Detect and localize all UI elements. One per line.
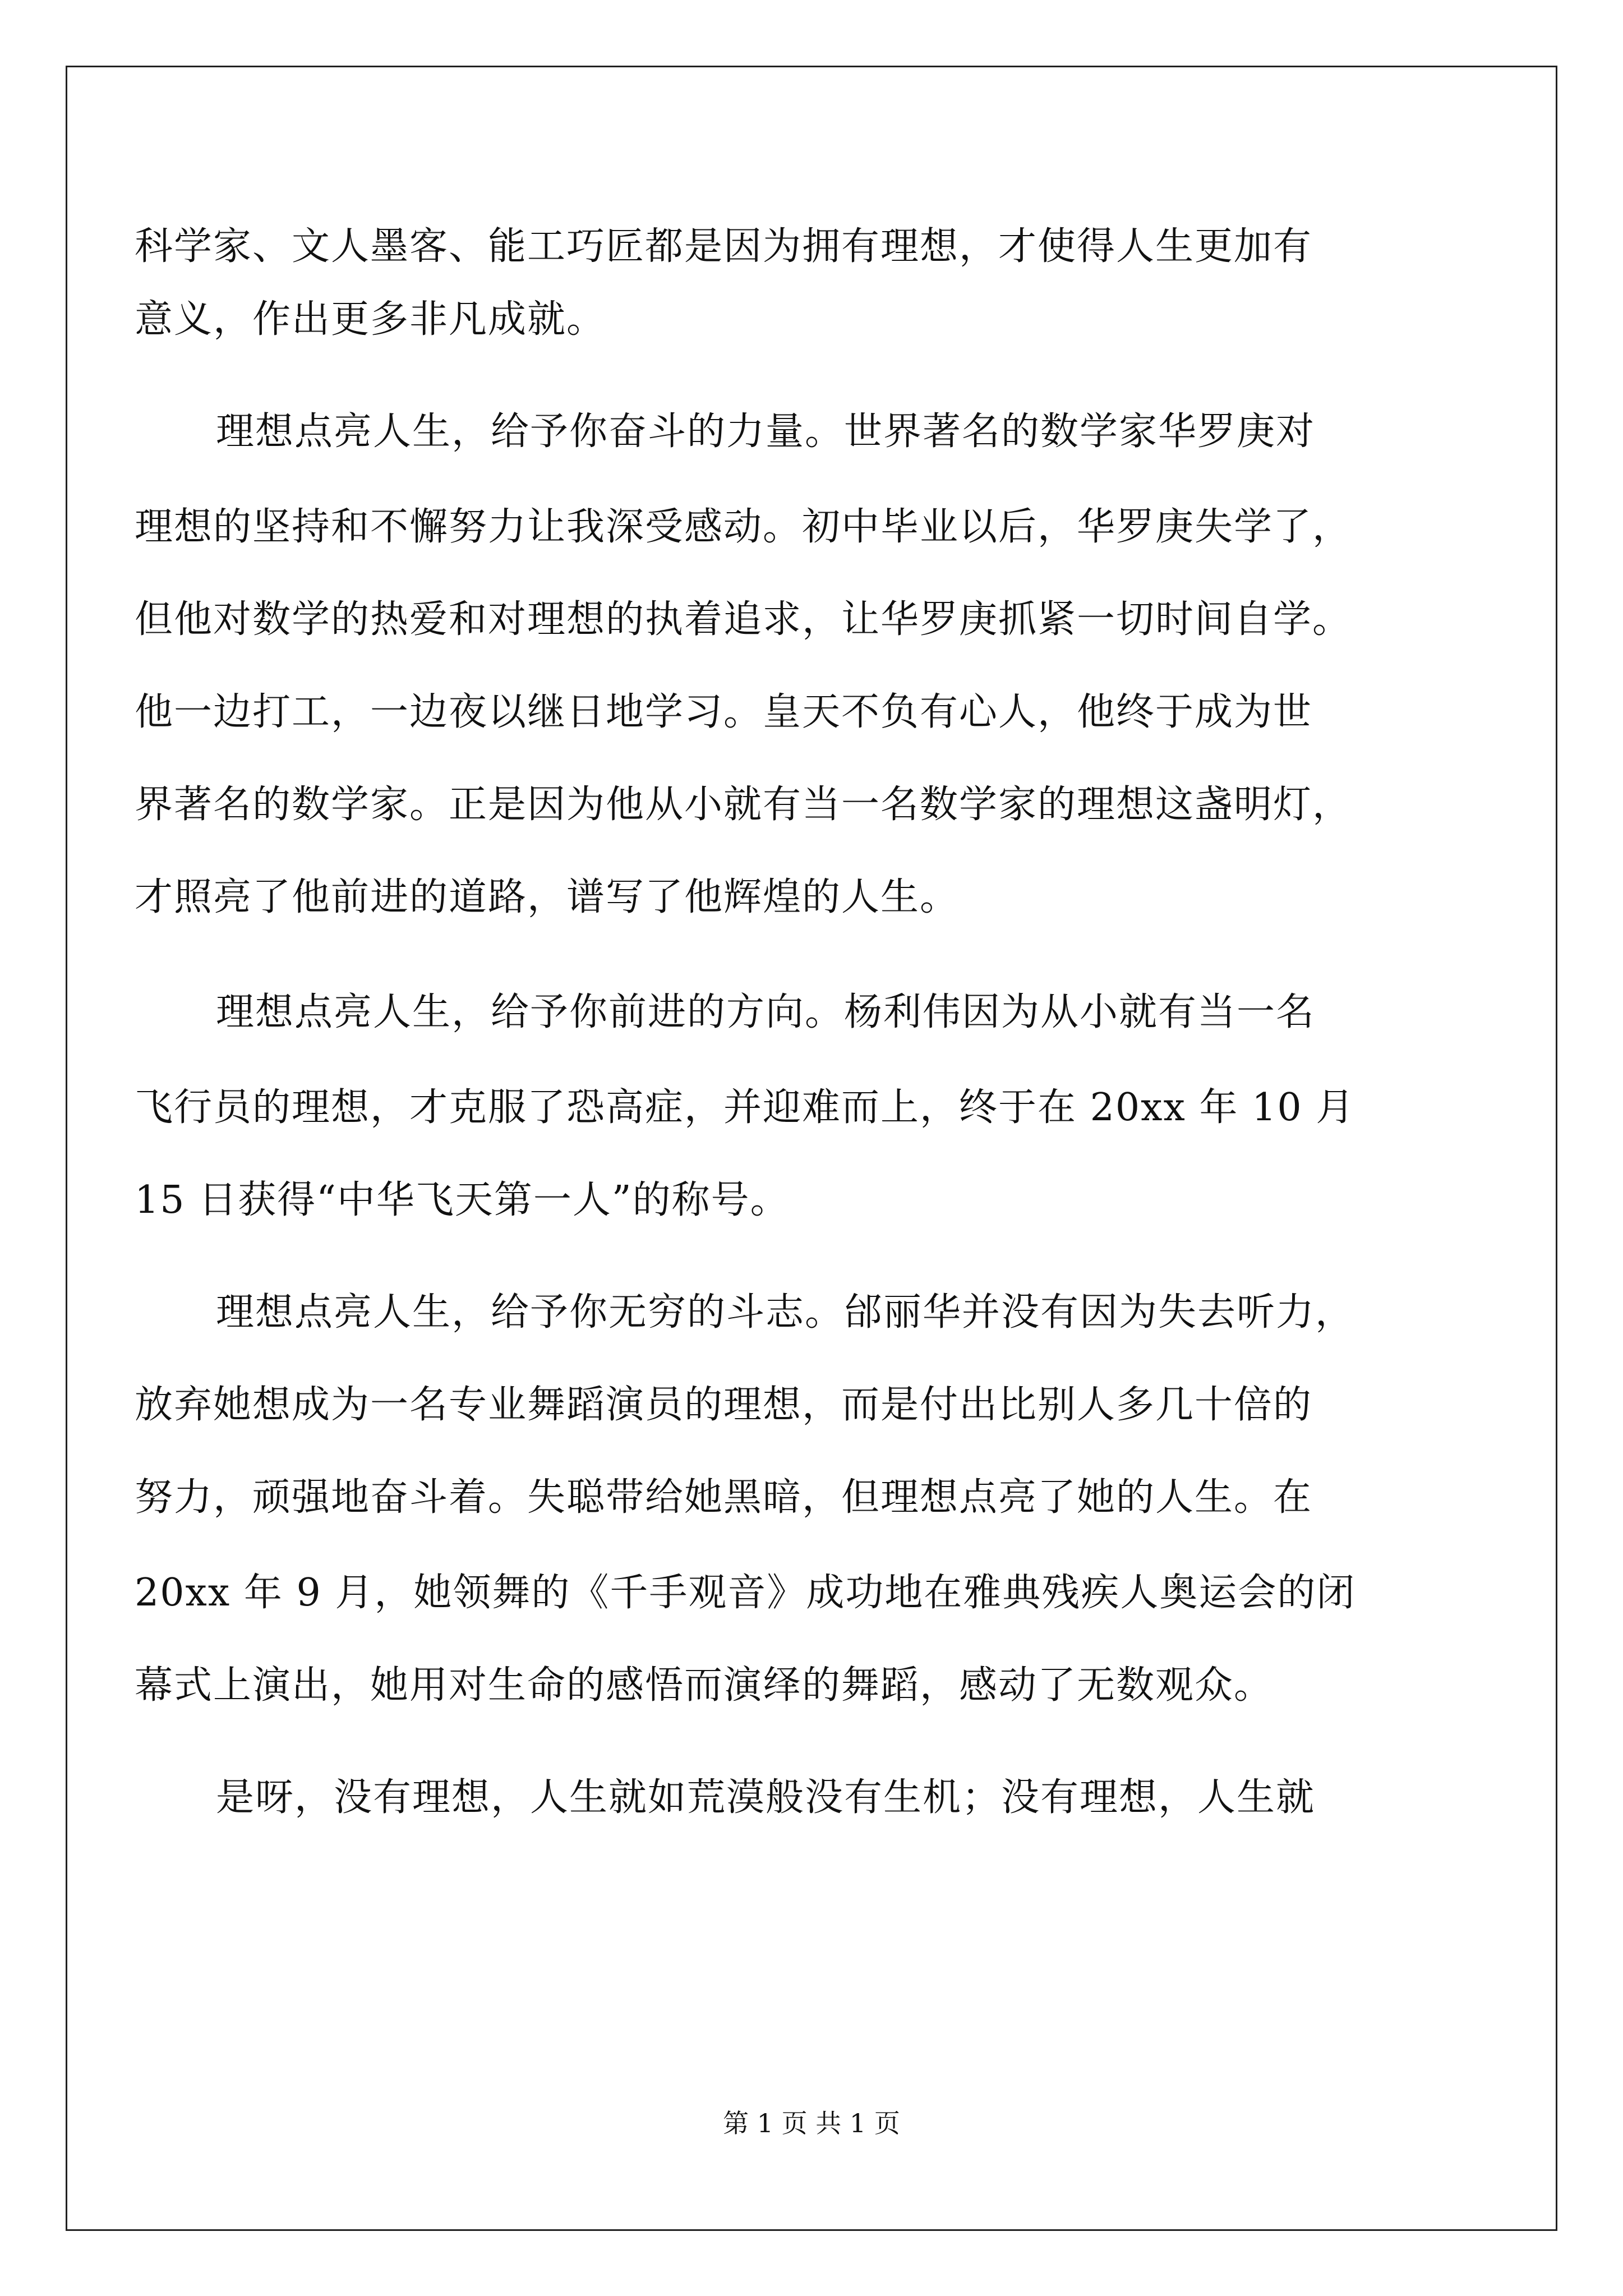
text-line: 放弃她想成为一名专业舞蹈演员的理想，而是付出比别人多几十倍的	[135, 1383, 1313, 1427]
text-line: 他一边打工，一边夜以继日地学习。皇天不负有心人，他终于成为世	[135, 690, 1313, 734]
paragraph-start-line: 是呀，没有理想，人生就如荒漠般没有生机；没有理想，人生就	[216, 1775, 1316, 1820]
page-border	[66, 66, 1557, 2231]
paragraph-start-line: 理想点亮人生，给予你无穷的斗志。邰丽华并没有因为失去听力，	[216, 1290, 1355, 1335]
text-line: 科学家、文人墨客、能工巧匠都是因为拥有理想，才使得人生更加有	[135, 224, 1313, 269]
text-line: 20xx 年 9 月，她领舞的《千手观音》成功地在雅典残疾人奥运会的闭	[135, 1571, 1356, 1615]
paragraph-start-line: 理想点亮人生，给予你奋斗的力量。世界著名的数学家华罗庚对	[216, 409, 1316, 454]
text-line: 幕式上演出，她用对生命的感悟而演绎的舞蹈，感动了无数观众。	[135, 1663, 1274, 1708]
text-line: 意义，作出更多非凡成就。	[135, 297, 606, 342]
page-footer: 第 1 页 共 1 页	[723, 2108, 900, 2138]
text-line: 界著名的数学家。正是因为他从小就有当一名数学家的理想这盏明灯，	[135, 783, 1352, 827]
text-line: 但他对数学的热爱和对理想的执着追求，让华罗庚抓紧一切时间自学。	[135, 597, 1352, 642]
text-line: 努力，顽强地奋斗着。失聪带给她黑暗，但理想点亮了她的人生。在	[135, 1475, 1313, 1520]
text-line: 15 日获得“中华飞天第一人”的称号。	[135, 1178, 790, 1222]
paragraph-start-line: 理想点亮人生，给予你前进的方向。杨利伟因为从小就有当一名	[216, 990, 1316, 1034]
text-line: 才照亮了他前进的道路，谱写了他辉煌的人生。	[135, 875, 960, 919]
text-line: 飞行员的理想，才克服了恐高症，并迎难而上，终于在 20xx 年 10 月	[135, 1085, 1355, 1130]
text-line: 理想的坚持和不懈努力让我深受感动。初中毕业以后，华罗庚失学了，	[135, 505, 1352, 549]
